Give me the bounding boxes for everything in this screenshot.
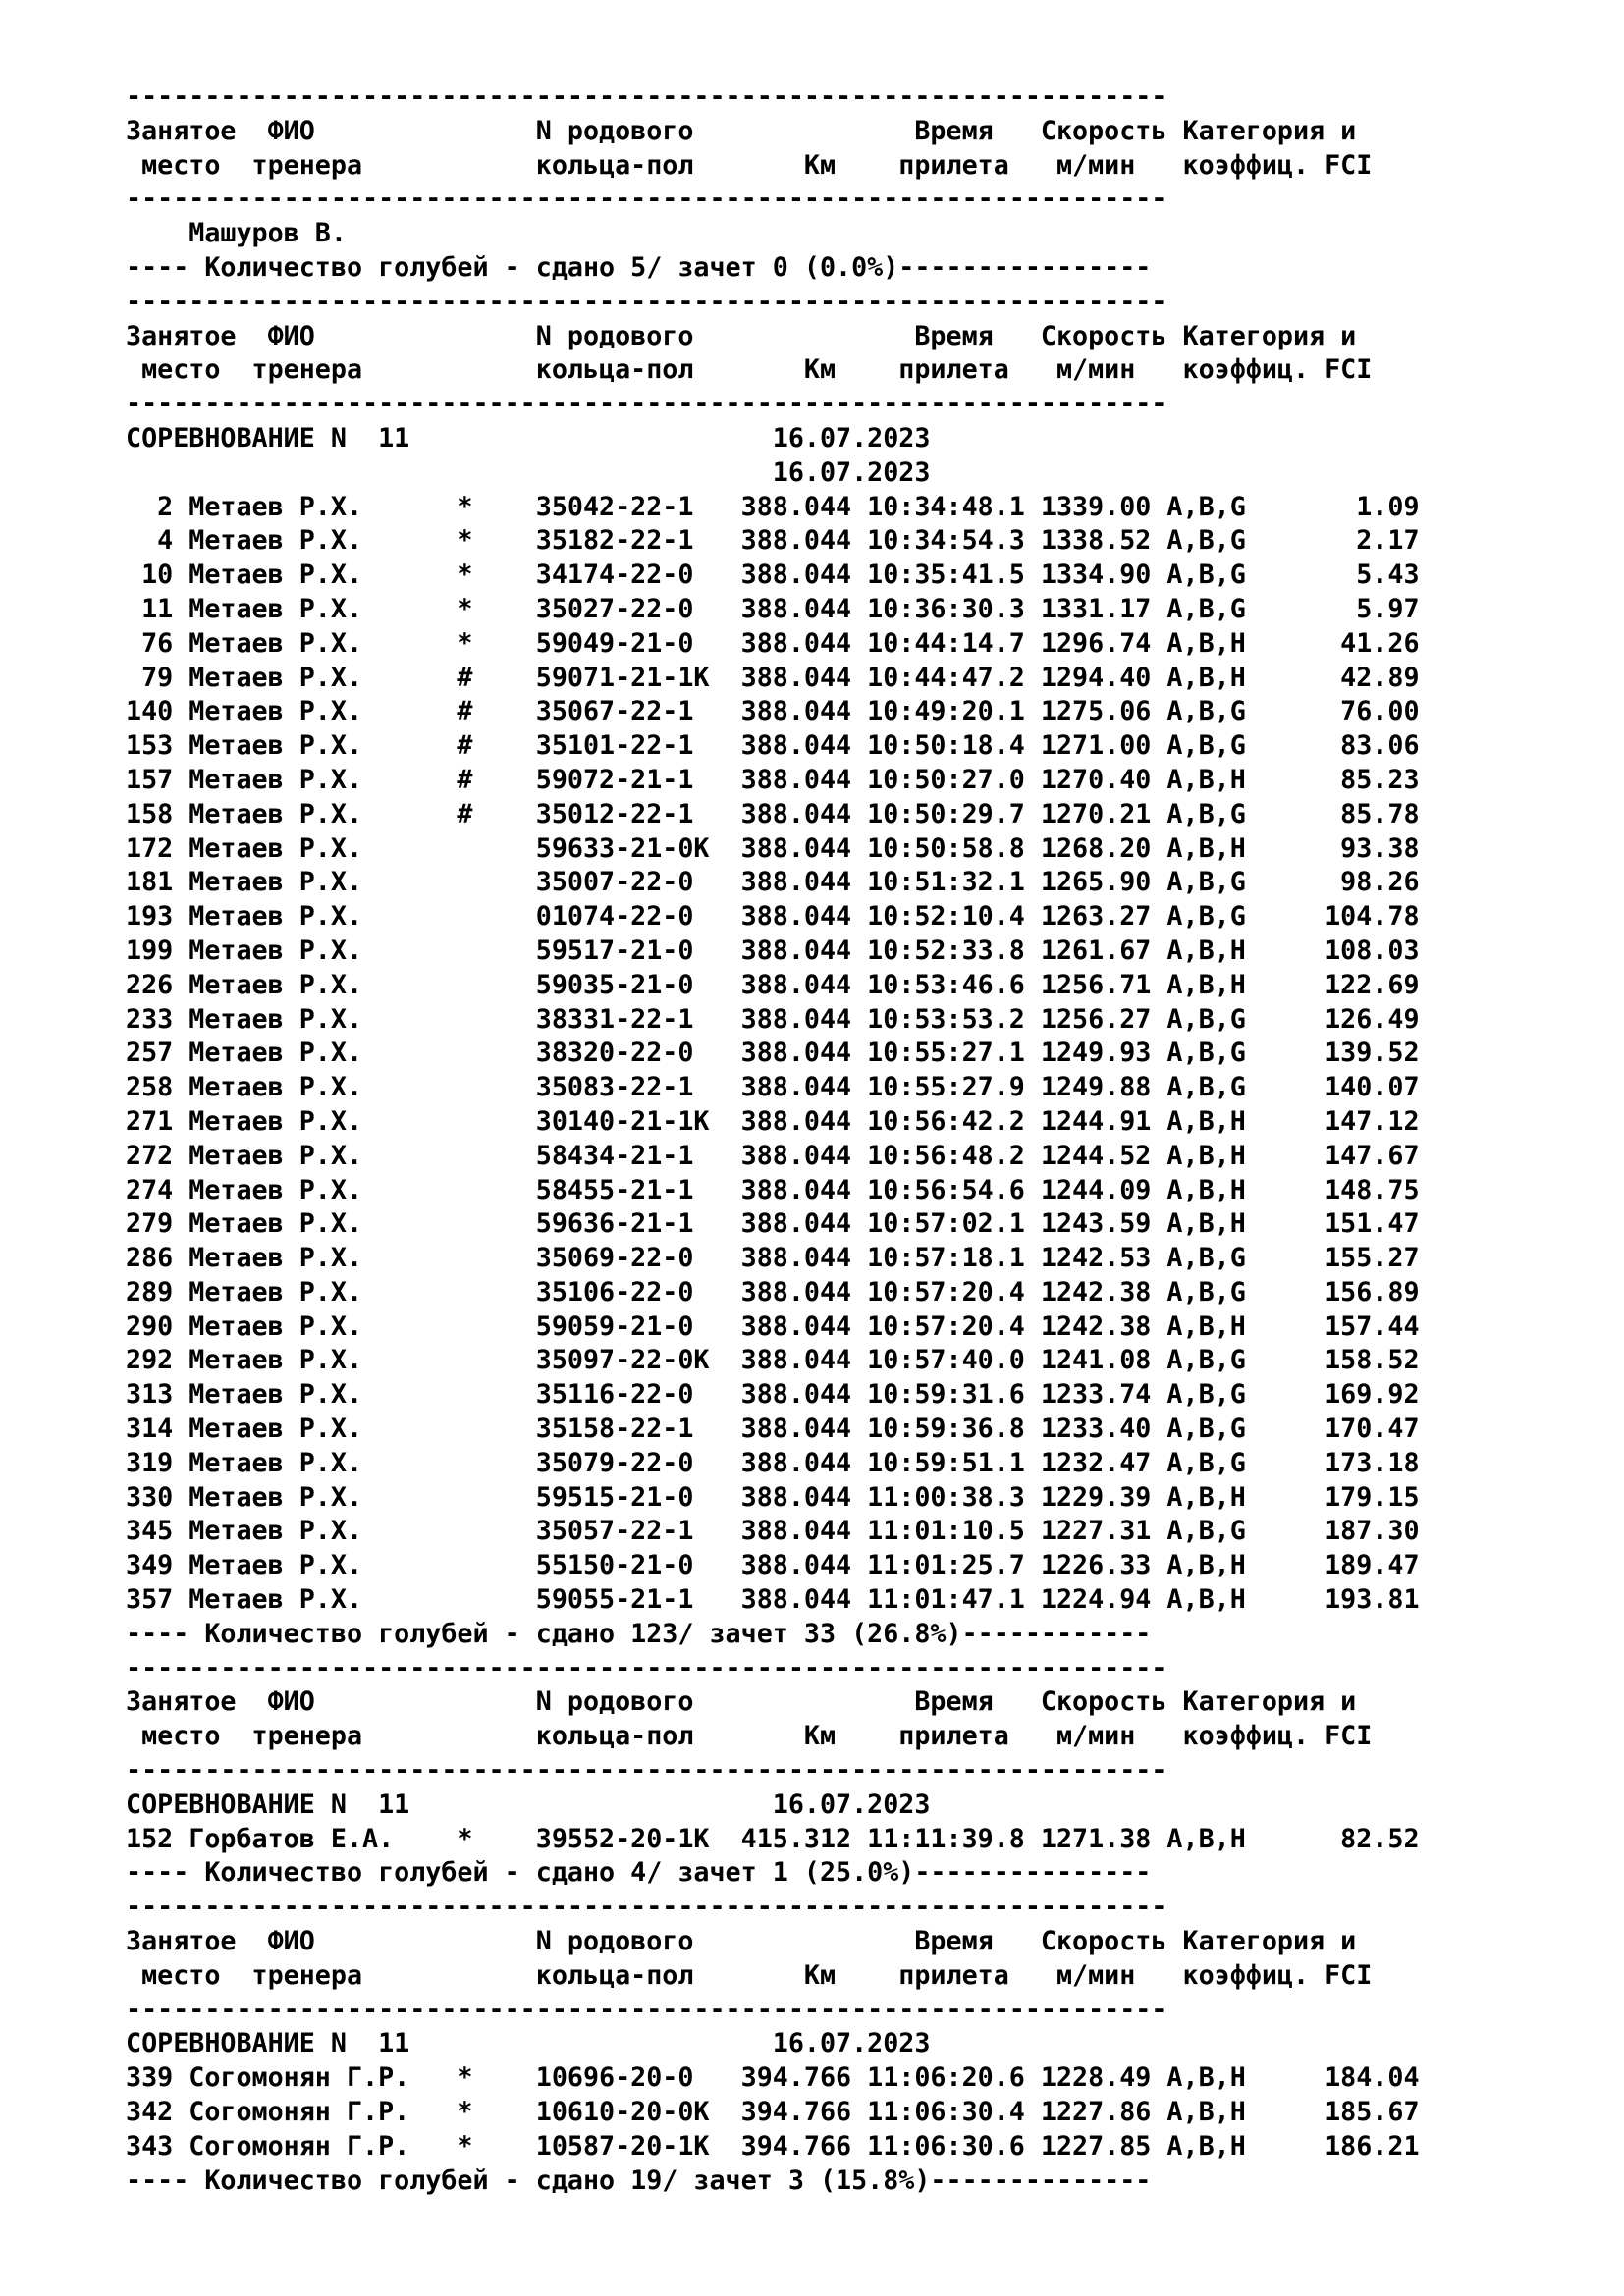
summary-line: ---- Количество голубей - сдано 4/ зачет 1 (25.0%)--------------- [126, 1857, 1152, 1889]
result-row: 157 Метаев Р.Х. # 59072-21-1 388.044 10:50:27.0 1270.40 A,B,H 85.23 [126, 764, 1420, 795]
result-row: 313 Метаев Р.Х. 35116-22-0 388.044 10:59:31.6 1233.74 A,B,G 169.92 [126, 1379, 1420, 1411]
competition-header: СОРЕВНОВАНИЕ N 11 16.07.2023 [126, 2028, 931, 2059]
column-header: место тренера кольца-пол Км прилета м/мин коэффиц. FCI [126, 1721, 1373, 1752]
result-row: 10 Метаев Р.Х. * 34174-22-0 388.044 10:35:41.5 1334.90 A,B,G 5.43 [126, 560, 1420, 591]
competition-header: 16.07.2023 [126, 456, 931, 488]
column-header: Занятое ФИО N родового Время Скорость Категория и [126, 1686, 1357, 1718]
result-row: 140 Метаев Р.Х. # 35067-22-1 388.044 10:49:20.1 1275.06 A,B,G 76.00 [126, 696, 1420, 727]
column-header: место тренера кольца-пол Км прилета м/мин коэффиц. FCI [126, 354, 1373, 386]
column-header: Занятое ФИО N родового Время Скорость Категория и [126, 320, 1357, 351]
result-row: 172 Метаев Р.Х. 59633-21-0K 388.044 10:50:58.8 1268.20 A,B,H 93.38 [126, 832, 1420, 864]
result-row: 2 Метаев Р.Х. * 35042-22-1 388.044 10:34:48.1 1339.00 A,B,G 1.09 [126, 491, 1420, 522]
separator-line: ------------------------------------------------------------------ [126, 1892, 1167, 1923]
result-row: 345 Метаев Р.Х. 35057-22-1 388.044 11:01:10.5 1227.31 A,B,G 187.30 [126, 1516, 1420, 1547]
separator-line: ------------------------------------------------------------------ [126, 286, 1167, 317]
result-row: 11 Метаев Р.Х. * 35027-22-0 388.044 10:36:30.3 1331.17 A,B,G 5.97 [126, 593, 1420, 624]
column-header: Занятое ФИО N родового Время Скорость Категория и [126, 1926, 1357, 1957]
fancier-name: Машуров В. [126, 218, 347, 249]
result-row: 226 Метаев Р.Х. 59035-21-0 388.044 10:53:46.6 1256.71 A,B,H 122.69 [126, 969, 1420, 1000]
separator-line: ------------------------------------------------------------------ [126, 1994, 1167, 2025]
result-row: 158 Метаев Р.Х. # 35012-22-1 388.044 10:50:29.7 1270.21 A,B,G 85.78 [126, 798, 1420, 829]
result-row: 4 Метаев Р.Х. * 35182-22-1 388.044 10:34:54.3 1338.52 A,B,G 2.17 [126, 525, 1420, 557]
result-row: 342 Согомонян Г.Р. * 10610-20-0K 394.766 11:06:30.4 1227.86 A,B,H 185.67 [126, 2097, 1420, 2128]
result-row: 193 Метаев Р.Х. 01074-22-0 388.044 10:52:10.4 1263.27 A,B,G 104.78 [126, 901, 1420, 933]
summary-line: ---- Количество голубей - сдано 5/ зачет 0 (0.0%)---------------- [126, 251, 1152, 283]
separator-line: ------------------------------------------------------------------ [126, 1755, 1167, 1787]
result-row: 292 Метаев Р.Х. 35097-22-0K 388.044 10:57:40.0 1241.08 A,B,G 158.52 [126, 1345, 1420, 1376]
separator-line: ------------------------------------------------------------------ [126, 81, 1167, 112]
result-row: 343 Согомонян Г.Р. * 10587-20-1K 394.766 11:06:30.6 1227.85 A,B,H 186.21 [126, 2130, 1420, 2162]
result-row: 199 Метаев Р.Х. 59517-21-0 388.044 10:52:33.8 1261.67 A,B,H 108.03 [126, 934, 1420, 966]
result-row: 272 Метаев Р.Х. 58434-21-1 388.044 10:56:48.2 1244.52 A,B,H 147.67 [126, 1140, 1420, 1171]
results-sheet [126, 80, 1420, 2198]
column-header: место тренера кольца-пол Км прилета м/мин коэффиц. FCI [126, 149, 1373, 181]
competition-header: СОРЕВНОВАНИЕ N 11 16.07.2023 [126, 1789, 931, 1820]
result-row: 257 Метаев Р.Х. 38320-22-0 388.044 10:55:27.1 1249.93 A,B,G 139.52 [126, 1038, 1420, 1069]
result-row: 152 Горбатов Е.А. * 39552-20-1K 415.312 11:11:39.8 1271.38 A,B,H 82.52 [126, 1823, 1420, 1854]
result-row: 319 Метаев Р.Х. 35079-22-0 388.044 10:59:51.1 1232.47 A,B,G 173.18 [126, 1447, 1420, 1478]
result-row: 279 Метаев Р.Х. 59636-21-1 388.044 10:57:02.1 1243.59 A,B,H 151.47 [126, 1208, 1420, 1240]
result-row: 314 Метаев Р.Х. 35158-22-1 388.044 10:59:36.8 1233.40 A,B,G 170.47 [126, 1414, 1420, 1445]
result-row: 233 Метаев Р.Х. 38331-22-1 388.044 10:53:53.2 1256.27 A,B,G 126.49 [126, 1003, 1420, 1035]
summary-line: ---- Количество голубей - сдано 123/ зачет 33 (26.8%)------------ [126, 1618, 1152, 1649]
result-row: 271 Метаев Р.Х. 30140-21-1K 388.044 10:56:42.2 1244.91 A,B,H 147.12 [126, 1105, 1420, 1137]
result-row: 274 Метаев Р.Х. 58455-21-1 388.044 10:56:54.6 1244.09 A,B,H 148.75 [126, 1174, 1420, 1205]
result-row: 289 Метаев Р.Х. 35106-22-0 388.044 10:57:20.4 1242.38 A,B,G 156.89 [126, 1276, 1420, 1308]
result-row: 153 Метаев Р.Х. # 35101-22-1 388.044 10:50:18.4 1271.00 A,B,G 83.06 [126, 730, 1420, 762]
separator-line: ------------------------------------------------------------------ [126, 389, 1167, 420]
result-row: 79 Метаев Р.Х. # 59071-21-1K 388.044 10:44:47.2 1294.40 A,B,H 42.89 [126, 662, 1420, 693]
column-header: Занятое ФИО N родового Время Скорость Категория и [126, 115, 1357, 146]
result-row: 330 Метаев Р.Х. 59515-21-0 388.044 11:00:38.3 1229.39 A,B,H 179.15 [126, 1481, 1420, 1513]
result-row: 258 Метаев Р.Х. 35083-22-1 388.044 10:55:27.9 1249.88 A,B,G 140.07 [126, 1072, 1420, 1103]
separator-line: ------------------------------------------------------------------ [126, 184, 1167, 215]
column-header: место тренера кольца-пол Км прилета м/мин коэффиц. FCI [126, 1959, 1373, 1991]
separator-line: ------------------------------------------------------------------ [126, 1652, 1167, 1683]
result-row: 181 Метаев Р.Х. 35007-22-0 388.044 10:51:32.1 1265.90 A,B,G 98.26 [126, 867, 1420, 898]
result-row: 349 Метаев Р.Х. 55150-21-0 388.044 11:01:25.7 1226.33 A,B,H 189.47 [126, 1550, 1420, 1581]
result-row: 286 Метаев Р.Х. 35069-22-0 388.044 10:57:18.1 1242.53 A,B,G 155.27 [126, 1243, 1420, 1274]
result-row: 76 Метаев Р.Х. * 59049-21-0 388.044 10:44:14.7 1296.74 A,B,H 41.26 [126, 627, 1420, 659]
result-row: 290 Метаев Р.Х. 59059-21-0 388.044 10:57:20.4 1242.38 A,B,H 157.44 [126, 1310, 1420, 1342]
result-row: 357 Метаев Р.Х. 59055-21-1 388.044 11:01:47.1 1224.94 A,B,H 193.81 [126, 1584, 1420, 1616]
competition-header: СОРЕВНОВАНИЕ N 11 16.07.2023 [126, 422, 931, 454]
summary-line: ---- Количество голубей - сдано 19/ зачет 3 (15.8%)-------------- [126, 2164, 1152, 2196]
result-row: 339 Согомонян Г.Р. * 10696-20-0 394.766 11:06:20.6 1228.49 A,B,H 184.04 [126, 2062, 1420, 2094]
